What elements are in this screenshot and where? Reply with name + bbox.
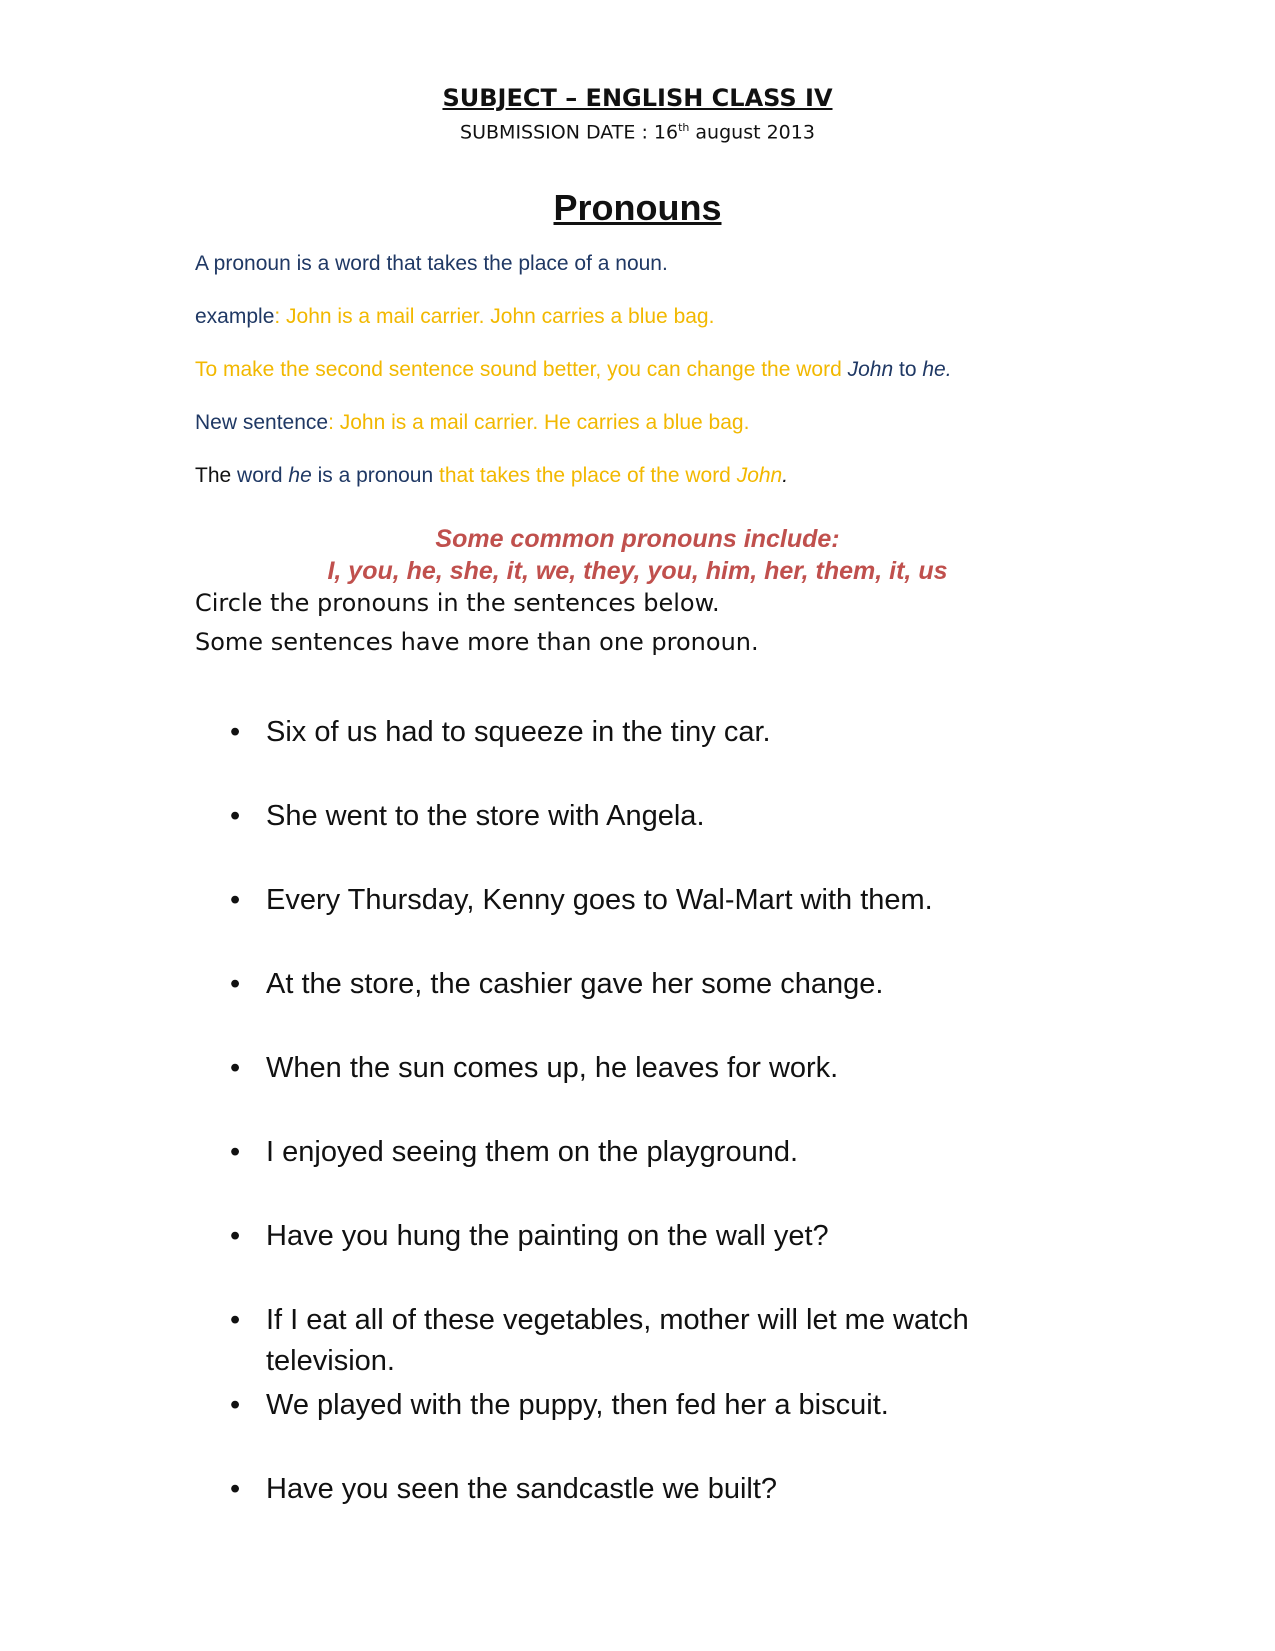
conclusion-takes: that takes the place of the word (439, 464, 737, 487)
sentence-text: When the sun comes up, he leaves for work. (266, 1052, 839, 1084)
sentence-text: Have you hung the painting on the wall yet? (266, 1220, 829, 1252)
change-text: To make the second sentence sound better, you can change the word (195, 358, 848, 381)
conclusion-dot: . (782, 464, 789, 487)
example-label: example (195, 305, 275, 328)
change-word-john: John (847, 358, 894, 381)
sentence-text: Have you seen the sandcastle we built? (266, 1473, 778, 1505)
sentence-text: If I eat all of these vegetables, mother will let me watch television. (266, 1304, 969, 1377)
new-sentence-line (195, 411, 749, 435)
common-pronouns-list: I, you, he, she, it, we, they, you, him, her, them, it, us (327, 557, 948, 585)
new-sentence-text: : John is a mail carrier. He carries a blue bag. (328, 411, 750, 434)
page-title: Pronouns (553, 187, 722, 228)
subject-heading: SUBJECT – ENGLISH CLASS IV (442, 84, 833, 112)
submission-date (0, 121, 1275, 143)
sentence-text: At the store, the cashier gave her some change. (266, 968, 884, 1000)
bullet-icon: • (230, 1136, 241, 1168)
sentence-text: Every Thursday, Kenny goes to Wal-Mart with them. (266, 884, 933, 916)
new-sentence-label: New sentence (195, 411, 329, 434)
bullet-icon: • (230, 1052, 241, 1084)
common-pronouns-heading: Some common pronouns include: (435, 525, 840, 553)
example-line (195, 305, 714, 329)
example-text: : John is a mail carrier. John carries a blue bag. (274, 305, 715, 328)
sentence-text: We played with the puppy, then fed her a biscuit. (266, 1389, 889, 1421)
conclusion-john: John (736, 464, 783, 487)
instruction-line-2: Some sentences have more than one pronoun. (195, 628, 759, 656)
conclusion-line (195, 464, 788, 488)
sentence-text: I enjoyed seeing them on the playground. (266, 1136, 799, 1168)
bullet-icon: • (230, 1473, 241, 1505)
bullet-icon: • (230, 884, 241, 916)
conclusion-the: The (195, 464, 238, 487)
sentence-text: Six of us had to squeeze in the tiny car. (266, 716, 771, 748)
bullet-icon: • (230, 968, 241, 1000)
date-suffix: august 2013 (689, 121, 815, 144)
conclusion-word: word (237, 464, 289, 487)
definition-line: A pronoun is a word that takes the place of a noun. (195, 252, 668, 275)
change-word-he: he. (922, 358, 952, 381)
instruction-line-1: Circle the pronouns in the sentences below. (195, 589, 720, 617)
bullet-icon: • (230, 1389, 241, 1421)
date-prefix: SUBMISSION DATE : 16 (460, 121, 679, 144)
bullet-icon: • (230, 1304, 241, 1336)
sentence-text: She went to the store with Angela. (266, 800, 705, 832)
bullet-icon: • (230, 1220, 241, 1252)
conclusion-pronoun: is a pronoun (311, 464, 440, 487)
bullet-icon: • (230, 800, 241, 832)
conclusion-he: he (288, 464, 312, 487)
bullet-icon: • (230, 716, 241, 748)
change-line (195, 358, 952, 382)
change-to: to (893, 358, 923, 381)
date-superscript: th (678, 121, 690, 134)
